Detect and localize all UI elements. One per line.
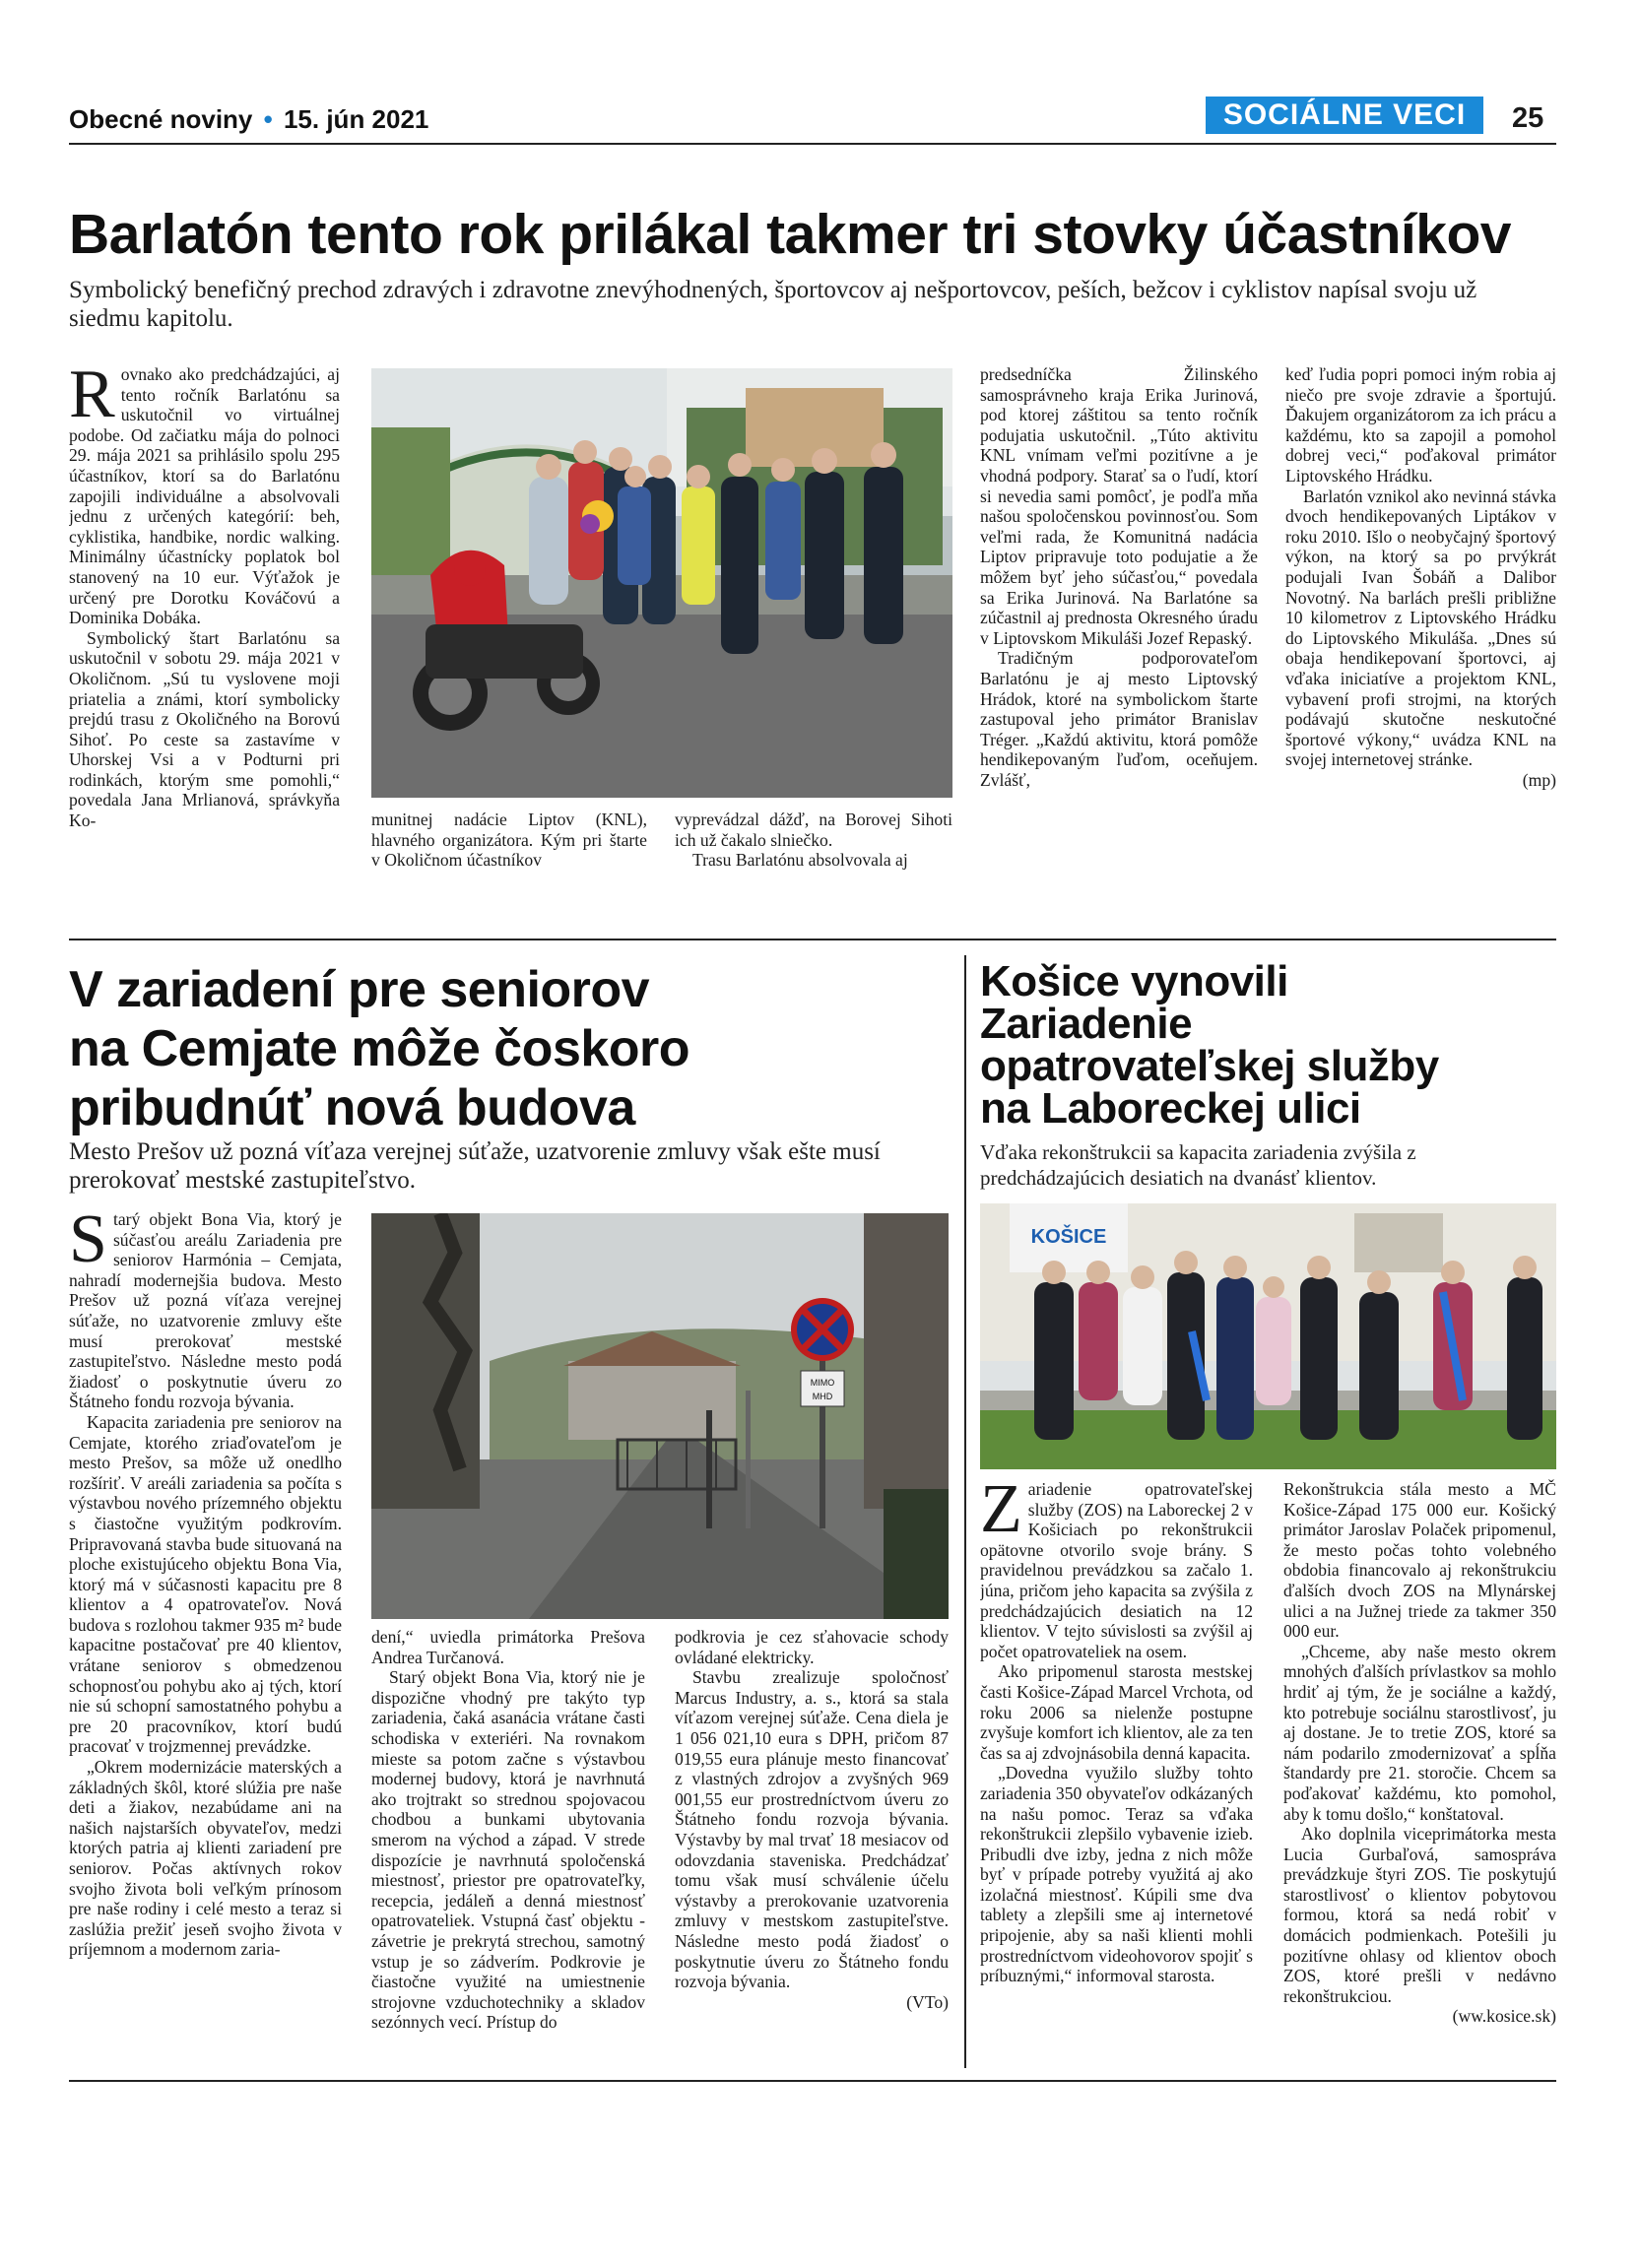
masthead [69,104,428,135]
article1-paragraph: munitnej nadácie Liptov (KNL), hlavného organizátora. Kým pri štarte v Okoličnom účastníkov [371,810,647,871]
page-number: 25 [1512,102,1544,134]
article3-title-line: na Laboreckej ulici [980,1084,1361,1133]
column-divider [964,955,966,2068]
article3-lead: Vďaka rekonštrukcii sa kapacita zariadenia zvýšila z predchádzajúcich desiatich na dvanásť klientov. [980,1140,1416,1190]
article1-paragraph: Barlatón vznikol ako nevinná stávka dvoch hendikepovaných Liptákov v roku 2010. Išlo o neobyčajný športový výkon, na ktorý sa po prvýkrát podujali Ivan Šobáň a Dalibor Novotný. Na barlách prešli približne 10 kilometrov z Liptovského Hrádku do Liptovského Mikuláša. „Dnes sú obaja hendikepovaní športovci, aj vďaka iniciatíve a projektom KNL, vybavení profi strojmi, na ktorých podávajú skutočne neskutočné športové výkony,“ uvádza KNL na svojej internetovej stránke. [1285,486,1556,770]
article-divider [69,939,1556,940]
article2-column-2 [371,1627,645,2066]
article3-dropcap: Z [980,1479,1022,1547]
article1-dropcap: R [69,364,115,432]
article3-column-2 [1283,1479,1556,2066]
article1-paragraph: vyprevádzal dážď, na Borovej Sihoti ich už čakalo slniečko. [675,810,952,850]
article1-lead: Symbolický benefičný prechod zdravých i zdravotne znevýhodnených, športovcov aj nešportovcov, peších, bežcov i cyklistov napísal svoju už siedmu kapitolu. [69,277,1477,332]
article2-paragraph: tarý objekt Bona Via, ktorý je súčasťou areálu Zariadenia pre seniorov Harmónia – Cemjata, nahradí modernejšia budova. Mesto Prešov už pozná víťaza verejnej súťaže, no uzatvorenie zmluvy ešte musí prerokovať mestské zastupiteľstvo. Následne mesto podá žiadosť o poskytnutie úveru zo Štátneho fondu rozvoja bývania. [69,1209,342,1412]
article2-column-3 [675,1627,949,2066]
article2-title-line: V zariadení pre seniorov [69,961,650,1018]
article2-photo [371,1213,949,1619]
article3-title [980,957,1439,1133]
article3-title-line: Zariadenie [980,1000,1193,1048]
article1-signature: (mp) [1522,769,1556,790]
article1-paragraph: predsedníčka Žilinského samosprávneho kraja Erika Jurinová, pod ktorej záštitou sa tento ročník podujatia uskutočnil. „Túto aktivitu KNL vnímam veľmi pozitívne a je vhodná podpory. Starať sa o ľudí, ktorí si nevedia sami pomôcť, je podľa mňa našou spoločenskou povinnosťou. Som veľmi rada, že Komunitná nadácia Liptov pripravuje toto podujatie a že môžem byť jeho súčasťou,“ povedala sa Erika Jurinová. Na Barlatóne sa zúčastnil aj prednosta Okresného úradu v Liptovskom Mikuláši Jozef Repaský. [980,364,1258,648]
article2-title [69,960,689,1137]
publication-name: Obecné noviny [69,104,253,134]
article1-paragraph: ovnako ako predchádzajúci, aj tento ročník Barlatónu sa uskutočnil vo virtuálnej podobe. Od začiatku mája do polnoci 29. mája 2021 sa prihlásilo spolu 295 účastníkov, ktorí sa do Barlatónu zapojili individuálne a absolvovali jednu z určených kategórií: beh, cyklistika, handbike, nordic walking. Minimálny účastnícky poplatok bol stanovený na 10 eur. Výťažok je určený pre Dorotku Kováčovú a Dominika Dobáka. [69,364,340,628]
article3-photo [980,1203,1556,1469]
sign-plate-line-1: MIMO [810,1378,835,1388]
article2-dropcap: S [69,1209,107,1277]
article2-title-line: na Cemjate môže čoskoro [69,1020,690,1077]
article2-lead: Mesto Prešov už pozná víťaza verejnej súťaže, uzatvorenie zmluvy však ešte musí prerokovať mestské zastupiteľstvo. [69,1138,881,1194]
article1-paragraph: keď ľudia popri pomoci iným robia aj niečo pre svoje zdravie a športujú. Ďakujem organizátorom za ich prácu a každému, kto sa zapojil a pomohol dobrej veci,“ poďakoval primátor Liptovského Hrádku. [1285,364,1556,486]
article2-paragraph: Starý objekt Bona Via, ktorý nie je dispozične vhodný pre takýto typ zariadenia, čaká asanácia vrátane časti schodiska v exteriéri. Na rovnakom mieste sa potom začne s výstavbou modernej budovy, ktorá je navrhnutá ako trojtrakt so strednou spojovacou chodbou a bunkami ubytovania smerom na východ a západ. V strede dispozície je navrhnutá spoločenská miestnosť, priestor pre opatrovateľky, recepcia, jedáleň a denná miestnosť opatrovateliek. Vstupná časť objektu - závetrie je prekrytá strechou, samotný vstup je so zádverím. Podkrovie je čiastočne využité na umiestnenie strojovne vzduchotechniky a skladov sezónnych vecí. Prístup do [371,1667,645,2033]
article1-paragraph: Symbolický štart Barlatónu sa uskutočnil v sobotu 29. mája 2021 v Okoličnom. „Sú tu vyslovene moji priatelia a známi, ktorí symbolicky prejdú trasu z Okoličného na Borovú Sihoť. Po ceste sa zastavíme v Uhorskej Vsi a v Podturni pri rodinkách, ktorým sme pomohli,“ povedala Jana Mrlianová, správkyňa Ko- [69,627,340,831]
sign-plate-line-2: MHD [812,1392,833,1401]
footer-rule [69,2080,1556,2082]
article2-column-1 [69,1209,342,2066]
article3-paragraph: Rekonštrukcia stála mesto a MČ Košice-Západ 175 000 eur. Košický primátor Jaroslav Polaček pripomenul, že mesto počas tohto volebného obdobia financovalo aj rekonštrukciu ďalších dvoch ZOS na Mlynárskej ulici a na Južnej triede za takmer 350 000 eur. [1283,1479,1556,1642]
article3-paragraph: ariadenie opatrovateľskej služby (ZOS) na Laboreckej 2 v Košiciach po rekonštrukcii opätovne otvorilo svoje brány. S pravidelnou prevádzkou sa začalo 1. júna, pričom jeho kapacita sa zvýšila z predchádzajúcich desiatich na 12 klientov. V tejto súvislosti sa zvýšil aj počet opatrovateliek na osem. [980,1479,1253,1661]
header-rule [69,143,1556,145]
article1-photo [371,368,952,798]
article3-title-line: Košice vynovili [980,957,1288,1005]
article3-paragraph: „Chceme, aby naše mesto okrem mnohých ďalších prívlastkov sa mohlo hrdiť aj tým, že je sociálne a každý, kto potrebuje sociálnu starostlivosť, ju aj dostane. Je to tretie ZOS, ktoré sa nám podarilo zmodernizovať a spĺňa štandardy pre 21. storočie. Chcem sa poďakovať každému, kto pomohol, aby k tomu došlo,“ konštatoval. [1283,1641,1556,1824]
article3-paragraph: „Dovedna využilo služby tohto zariadenia 350 obyvateľov odkázaných na našu pomoc. Teraz sa vďaka rekonštrukcii zlepšilo vybavenie izieb. Pribudli dve izby, jedna z nich môže byť v prípade potreby využitá aj ako izolačná miestnosť. Kúpili sme dva tablety a zlepšili sme aj internetové pripojenie, aby sa naši klienti mohli prostredníctvom videohovorov spojiť s príbuznými,“ informoval starosta. [980,1763,1253,1986]
photo-logo-text: KOŠICE [1030,1226,1107,1248]
article2-paragraph: Kapacita zariadenia pre seniorov na Cemjate, ktorého zriaďovateľom je mesto Prešov, sa môže už onedlho rozšíriť. V areáli zariadenia sa počíta s výstavbou nového prízemného objektu s čiastočne využitým podkrovím. Pripravovaná stavba bude situovaná na ploche existujúceho objektu Bona Via, ktorý má v súčasnosti kapacitu pre 8 klientov a 4 opatrovateľov. Nová budova s rozlohou takmer 935 m² bude kapacitne postačovať pre 40 klientov, vrátane seniorov s obmedzenou schopnosťou pohybu ako aj tých, ktorí nie sú schopní samostatného pohybu a pre 20 pracovníkov, ktorí budú pracovať v trojzmennej prevádzke. [69,1411,342,1757]
article1-column-3 [675,810,952,923]
article3-title-line: opatrovateľskej služby [980,1042,1439,1090]
issue-date: 15. jún 2021 [283,104,429,134]
article1-column-4 [980,364,1258,923]
separator: • [263,104,273,134]
article1-paragraph: Trasu Barlatónu absolvovala aj [692,850,908,871]
article2-paragraph: Stavbu zrealizuje spoločnosť Marcus Industry, a. s., ktorá sa stala víťazom verejnej súťaže. Cena diela je 1 056 021,10 eura s DPH, pričom 87 019,55 eura plánuje mesto financovať z vlastných zdrojov a zvyšných 969 001,55 eur prostredníctvom úveru zo Štátneho fondu rozvoja bývania. Výstavby by mal trvať 18 mesiacov od odovzdania staveniska. Predchádzať tomu však musí schválenie účelu výstavby a prerokovanie uzatvorenia zmluvy v mestskom zastupiteľstve. Následne mesto podá žiadosť o poskytnutie úveru zo Štátneho fondu rozvoja bývania. [675,1667,949,1992]
article2-paragraph: podkrovia je cez sťahovacie schody ovládané elektricky. [675,1627,949,1667]
article2-signature: (VTo) [906,1991,949,2012]
article1-paragraph: Tradičným podporovateľom Barlatónu je aj mesto Liptovský Hrádok, ktoré na symbolickom štarte zastupoval jeho primátor Branislav Tréger. „Každú aktivitu, ktorá pomôže hendikepovaným ľuďom, oceňujem. Zvlášť, [980,648,1258,790]
article3-signature: (ww.kosice.sk) [1452,2006,1556,2027]
article3-paragraph: Ako pripomenul starosta mestskej časti Košice-Západ Marcel Vrchota, od roku 2006 sa nielenže postupne zvyšuje komfort ich klientov, ale za ten čas sa aj zdvojnásobila denná kapacita. [980,1661,1253,1763]
article1-title: Barlatón tento rok prilákal takmer tri stovky účastníkov [69,203,1511,266]
article2-title-line: pribudnúť nová budova [69,1079,635,1136]
section-label: SOCIÁLNE VECI [1206,97,1483,134]
article2-paragraph: dení,“ uviedla primátorka Prešova Andrea Turčanová. [371,1627,645,1667]
article1-column-5 [1285,364,1556,923]
article3-paragraph: Ako doplnila viceprimátorka mesta Lucia Gurbaľová, samospráva prevádzkuje štyri ZOS. Tie poskytujú starostlivosť o klientov pobytovou formou, ktorá sa nedá robiť v domácich podmienkach. Potešili ju pozitívne ohlasy od klientov oboch ZOS, ktoré prešli v nedávno rekonštrukciou. [1283,1824,1556,2006]
article2-paragraph: „Okrem modernizácie materských a základných škôl, ktoré slúžia pre naše deti a žiakov, nezabúdame ani na našich najstarších obyvateľov, medzi ktorých patria aj klienti zariadení pre seniorov. Počas aktívnych rokov svojho života boli veľkým prínosom pre naše rodiny i celé mesto a teraz si zaslúžia prežiť jeseň svojho života v príjemnom a modernom zaria- [69,1757,342,1960]
article1-column-2 [371,810,647,923]
article3-column-1 [980,1479,1253,2066]
article1-column-1 [69,364,340,921]
